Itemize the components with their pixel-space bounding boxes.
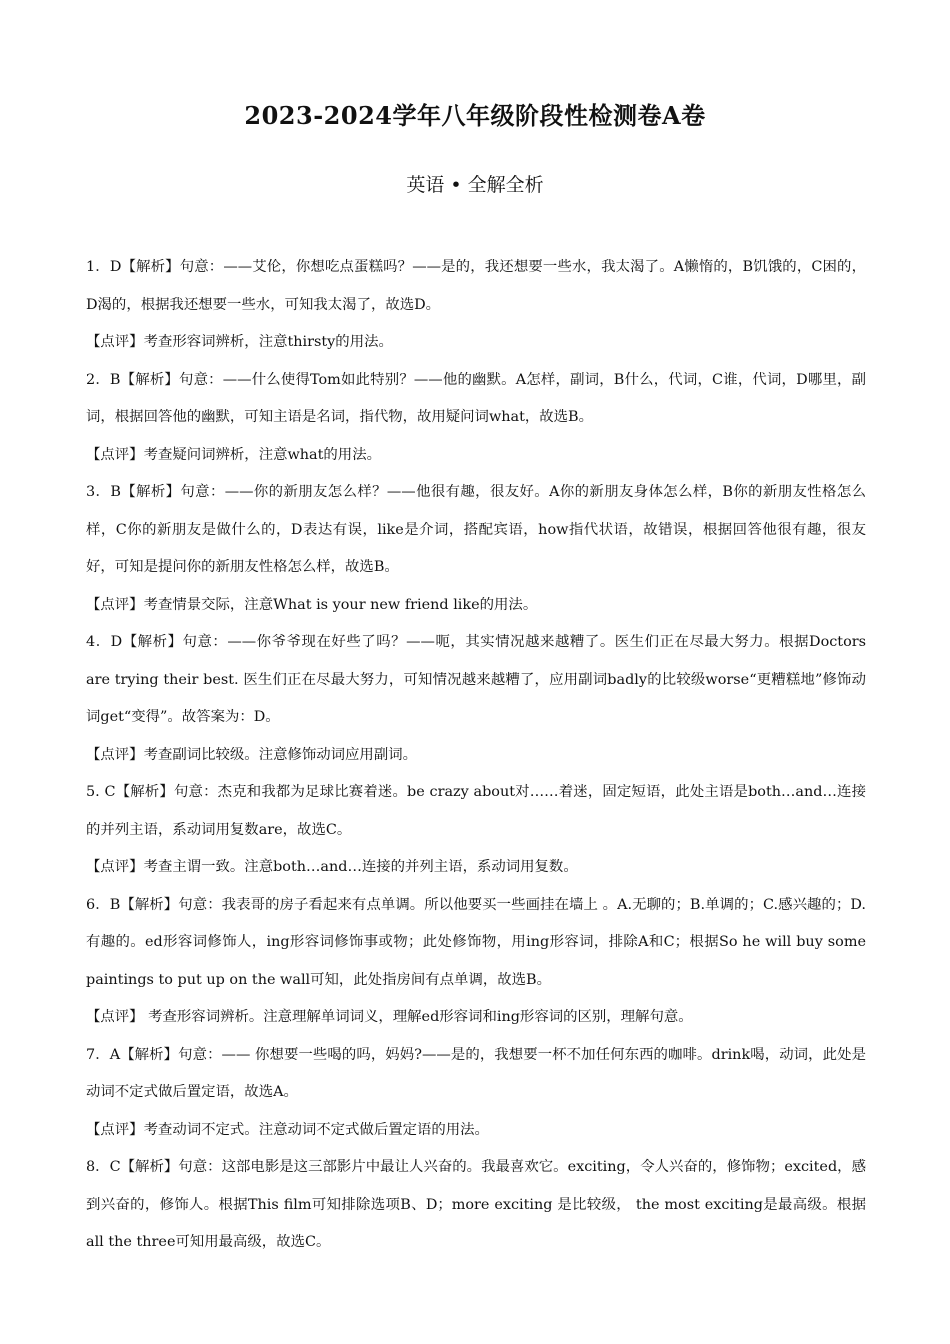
paragraph-q2-comment: 【点评】考查疑问词辨析，注意what的用法。 <box>86 446 381 463</box>
paragraph-q5-analysis: 5. C【解析】句意：杰克和我都为足球比赛着迷。be crazy about对……着迷，固定短语，此处主语是both…and…连接的并列主语，系动词用复数are，故选C。 <box>86 784 866 838</box>
paragraph-q2-analysis: 2．B【解析】句意：——什么使得Tom如此特别？——他的幽默。A怎样，副词，B什么，代词，C谁，代词，D哪里，副词，根据回答他的幽默，可知主语是名词，指代物，故用疑问词what，故选B。 <box>86 371 866 425</box>
paragraph-q3-comment: 【点评】考查情景交际，注意What is your new friend like的用法。 <box>86 596 538 613</box>
paragraph-q1-analysis: 1．D【解析】句意：——艾伦，你想吃点蛋糕吗？——是的，我还想要一些水，我太渴了。A懒惰的，B饥饿的，C困的，D渴的，根据我还想要一些水，可知我太渴了，故选D。 <box>86 259 866 313</box>
paragraph-q4-comment: 【点评】考查副词比较级。注意修饰动词应用副词。 <box>86 746 417 763</box>
paragraph-q7-analysis: 7．A【解析】句意：—— 你想要一些喝的吗，妈妈?——是的，我想要一杯不加任何东西的咖啡。drink喝，动词，此处是动词不定式做后置定语，故选A。 <box>86 1046 866 1100</box>
paragraph-q6-comment: 【点评】 考查形容词辨析。注意理解单词词义，理解ed形容词和ing形容词的区别，理解句意。 <box>86 1009 693 1025</box>
paragraph-q8-analysis: 8．C【解析】句意：这部电影是这三部影片中最让人兴奋的。我最喜欢它。exciting，令人兴奋的，修饰物；excited，感到兴奋的，修饰人。根据This film可知排除选项B、D；more exciting 是比较级， the most exciting是最高级。根据all the three可知用最高级，故选C。 <box>86 1159 866 1250</box>
answer-explanations <box>86 249 866 1262</box>
paragraph-q7-comment: 【点评】考查动词不定式。注意动词不定式做后置定语的用法。 <box>86 1121 489 1138</box>
page-title: 2023-2024学年八年级阶段性检测卷A卷 <box>244 101 706 130</box>
page-subtitle: 英语 • 全解全析 <box>406 174 544 196</box>
paragraph-q4-analysis: 4．D【解析】句意：——你爷爷现在好些了吗？——呃，其实情况越来越糟了。医生们正在尽最大努力。根据Doctors are trying their best. 医生们正在尽最大努力，可知情况越来越糟了，应用副词badly的比较级worse“更糟糕地”修饰动词get“变得”。故答案为：D。 <box>86 634 866 725</box>
paragraph-q6-analysis: 6．B【解析】句意：我表哥的房子看起来有点单调。所以他要买一些画挂在墙上 。A.无聊的；B.单调的；C.感兴趣的；D.有趣的。ed形容词修饰人，ing形容词修饰事或物；此处修饰物，用ing形容词，排除A和C；根据So he will buy some paintings to put up on the wall可知，此处指房间有点单调，故选B。 <box>86 896 866 988</box>
paragraph-q1-comment: 【点评】考查形容词辨析，注意thirsty的用法。 <box>86 334 393 350</box>
paragraph-q5-comment: 【点评】考查主谓一致。注意both…and…连接的并列主语，系动词用复数。 <box>86 859 578 875</box>
paragraph-q3-analysis: 3．B【解析】句意：——你的新朋友怎么样？——他很有趣，很友好。A你的新朋友身体怎么样，B你的新朋友性格怎么样，C你的新朋友是做什么的，D表达有误，like是介词，搭配宾语，how指代状语，故错误，根据回答他很有趣，很友好，可知是提问你的新朋友性格怎么样，故选B。 <box>86 484 866 575</box>
